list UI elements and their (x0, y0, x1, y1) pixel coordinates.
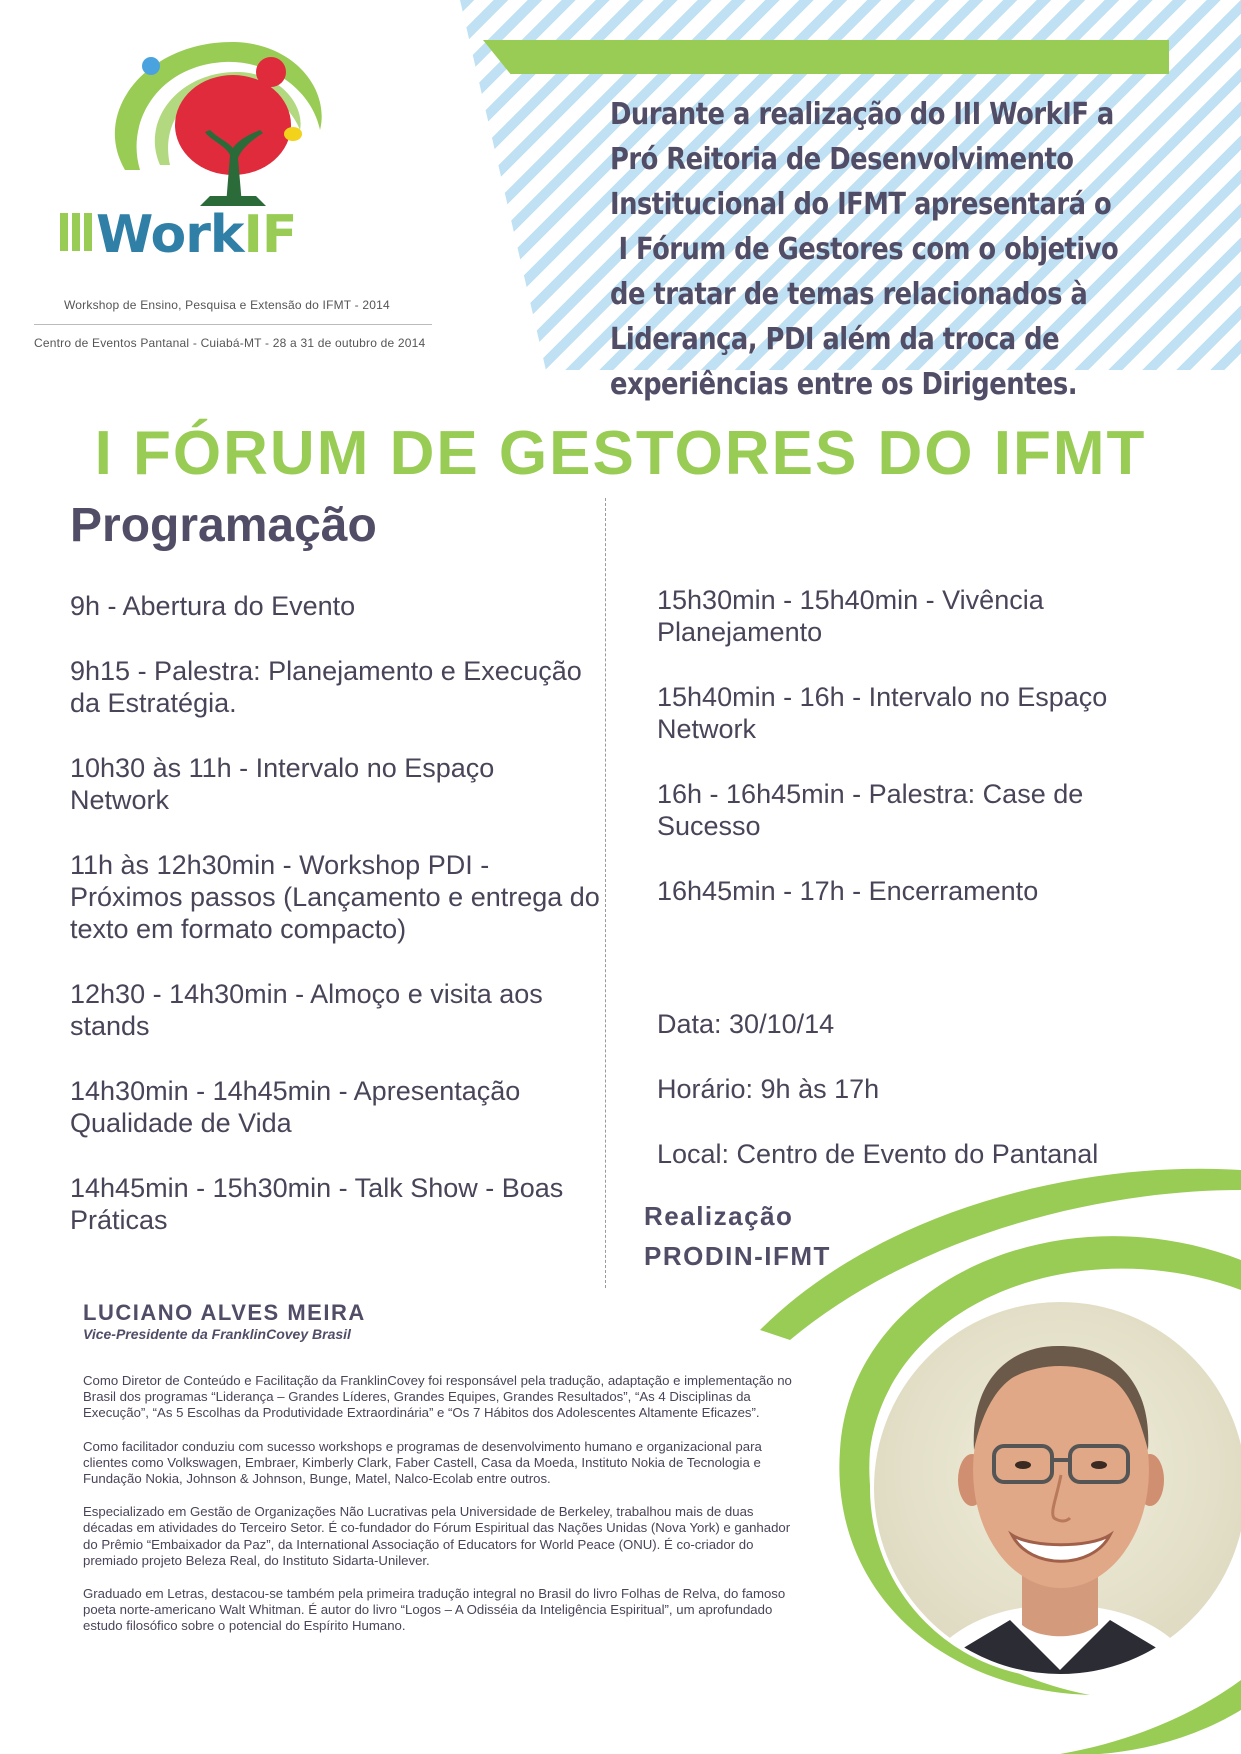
speaker-role: Vice-Presidente da FranklinCovey Brasil (83, 1326, 351, 1342)
logo-yellow-dot (284, 127, 302, 141)
program-item: 15h30min - 15h40min - Vivência Planejamento (657, 585, 1044, 647)
event-date: Data: 30/10/14 (657, 1009, 835, 1039)
header-green-bar (483, 40, 1169, 74)
green-swoosh-bottom (1060, 1680, 1241, 1754)
program-item: 14h45min - 15h30min - Talk Show - Boas Práticas (70, 1173, 564, 1235)
program-item: 16h45min - 17h - Encerramento (657, 876, 1039, 906)
event-time: Horário: 9h às 17h (657, 1074, 880, 1104)
intro-line: Liderança, PDI além da troca de (610, 322, 1060, 357)
intro-line: Institucional do IFMT apresentará o (610, 187, 1112, 222)
program-right-column (657, 584, 1217, 940)
logo-bar-2 (72, 213, 80, 251)
speaker-name: LUCIANO ALVES MEIRA (83, 1300, 366, 1325)
logo-bar-1 (60, 213, 68, 251)
program-item: 12h30 - 14h30min - Almoço e visita aos stands (70, 979, 543, 1041)
intro-line: de tratar de temas relacionados à (610, 277, 1088, 312)
intro-paragraph (610, 92, 1212, 407)
speaker-bio (83, 1373, 793, 1652)
event-location: Local: Centro de Evento do Pantanal (657, 1139, 1099, 1169)
bio-paragraph: Como Diretor de Conteúdo e Facilitação da FranklinCovey foi responsável pela tradução, adaptação e implementação no Brasil dos programas “Liderança – Grandes Líderes, Grandes Equipes, Grandes Resultados”, “As 4 Disciplinas da Execução”, “As 5 Escolhas da Produtividade Extraordinária” e “Os 7 Hábitos dos Adolescentes Altamente Eficazes”. (83, 1373, 792, 1421)
bio-paragraph: Especializado em Gestão de Organizações Não Lucrativas pela Universidade de Berkeley, trabalhou mais de duas décadas em atividades do Terceiro Setor. É co-fundador do Fórum Espiritual das Nações Unidas (Nova York) e ganhador do Prêmio “Embaixador da Paz”, da International Associação of Educators for World Peace (ONU). É co-criador do premiado projeto Beleza Real, do Instituto Sidarta-Unilever. (83, 1504, 791, 1568)
program-left-column (70, 590, 600, 1269)
logo-wordmark: WorkIF (96, 205, 297, 265)
program-item: 16h - 16h45min - Palestra: Case de Sucesso (657, 779, 1084, 841)
intro-line: Durante a realização do III WorkIF a (610, 97, 1114, 132)
intro-line: experiências entre os Dirigentes. (610, 367, 1078, 402)
program-item: 14h30min - 14h45min - Apresentação Qualidade de Vida (70, 1076, 521, 1138)
logo-blue-dot (142, 57, 160, 75)
bio-paragraph: Graduado em Letras, destacou-se também pela primeira tradução integral no Brasil do livro Folhas de Relva, do famoso poeta norte-americano Walt Whitman. É autor do livro “Logos – A Odisséia da Inteligência Espiritual”, um aprofundado estudo filosófico sobre o potencial do Espírito Humano. (83, 1586, 786, 1634)
program-item: 11h às 12h30min - Workshop PDI - Próximos passos (Lançamento e entrega do texto em formato compacto) (70, 850, 600, 944)
program-item: 15h40min - 16h - Intervalo no Espaço Network (657, 682, 1108, 744)
column-divider (605, 498, 606, 1288)
bio-paragraph: Como facilitador conduziu com sucesso workshops e programas de desenvolvimento humano e organizacional para clientes como Volkswagen, Embraer, Kimberly Clark, Faber Castell, Casa da Moeda, Instituto Nokia de Tecnologia e Fundação Nokia, Johnson & Johnson, Bunge, Matel, Nalco-Ecolab entre outros. (83, 1438, 762, 1487)
program-item: 10h30 às 11h - Intervalo no Espaço Network (70, 753, 495, 815)
page-title: I FÓRUM DE GESTORES DO IFMT (94, 419, 1147, 488)
speaker-photo-frame (760, 1150, 1241, 1754)
event-venue-line: Centro de Eventos Pantanal - Cuiabá-MT - 28 a 31 de outubro de 2014 (34, 336, 426, 350)
logo-red-dot (256, 57, 286, 87)
program-item: 9h15 - Palestra: Planejamento e Execução da Estratégia. (70, 656, 582, 718)
program-heading: Programação (70, 499, 377, 552)
program-item: 9h - Abertura do Evento (70, 591, 356, 621)
logo-tagline: Workshop de Ensino, Pesquisa e Extensão do IFMT - 2014 (64, 298, 390, 312)
organizer-label: Realização (644, 1201, 794, 1231)
logo-divider (34, 324, 432, 325)
intro-line: Pró Reitoria de Desenvolvimento (610, 142, 1074, 177)
intro-line: I Fórum de Gestores com o objetivo (610, 232, 1119, 267)
logo-bar-3 (84, 213, 92, 251)
speaker-photo (860, 1290, 1241, 1710)
organizer-name: PRODIN-IFMT (644, 1241, 831, 1271)
